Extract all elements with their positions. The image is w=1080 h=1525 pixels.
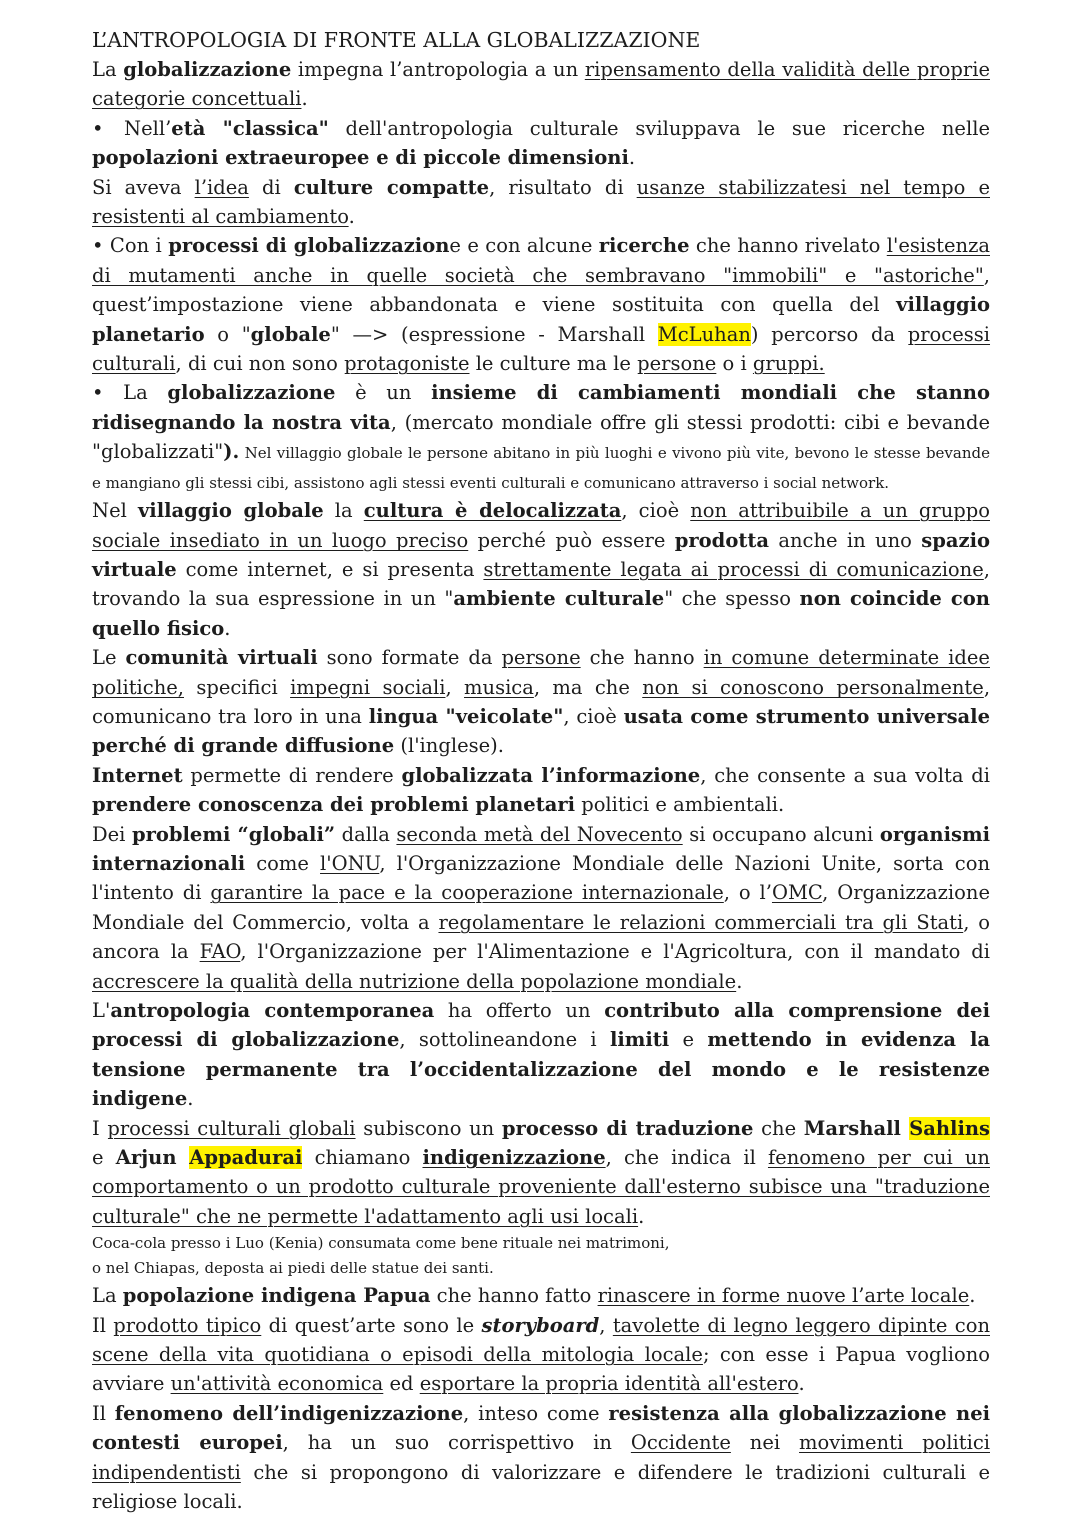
underlined-text: ripensamento della validità delle proprie categorie concettuali bbox=[92, 58, 990, 111]
text: . bbox=[187, 1087, 194, 1111]
underlined-text: OMC bbox=[771, 881, 823, 905]
text: come bbox=[245, 851, 321, 875]
text: come internet, e si presenta bbox=[176, 557, 484, 581]
underlined-text: l’idea bbox=[194, 175, 249, 199]
underlined-text: strettamente legata ai processi di comunicazione bbox=[483, 557, 984, 581]
bold-text: comunità virtuali bbox=[125, 646, 318, 670]
text: . bbox=[348, 205, 355, 229]
underlined-text: tavolette di legno leggero dipinte con scene della vita quotidiana o episodi della mitologia locale bbox=[92, 1313, 990, 1367]
text: nei bbox=[730, 1431, 800, 1455]
highlighted-text: Appadurai bbox=[189, 1146, 303, 1170]
paragraph-papua bbox=[92, 1281, 990, 1310]
text: Il bbox=[92, 1401, 115, 1425]
paragraph-coca-cola-example bbox=[92, 1231, 990, 1281]
bold-text: lingua "veicolate" bbox=[368, 704, 564, 728]
text: . bbox=[224, 616, 231, 640]
text: , sottolineandone i bbox=[399, 1028, 610, 1052]
bold-text: resistenza alla globalizzazione nei contesti europei bbox=[92, 1401, 991, 1455]
underlined-text: seconda metà del Novecento bbox=[396, 822, 683, 846]
paragraph-virtual-communities bbox=[92, 643, 990, 761]
underlined-text: movimenti politici indipendentisti bbox=[92, 1431, 990, 1484]
underlined-text: fenomeno per cui un comportamento o un prodotto culturale proveniente dall'esterno subisce una "traduzione culturale" che ne permette l'adattamento agli usi locali bbox=[92, 1146, 990, 1228]
text: che si propongono di valorizzare e difendere le tradizioni culturali e religiose locali. bbox=[92, 1460, 990, 1514]
text: , l'Organizzazione Mondiale delle Nazioni Unite, sorta con l'intento di bbox=[92, 851, 990, 905]
text: " —> (espressione - Marshall bbox=[330, 322, 658, 346]
text: La bbox=[92, 1284, 123, 1308]
bold-text: globalizzazione bbox=[123, 58, 292, 81]
text: le culture ma le bbox=[469, 352, 638, 376]
text: , trovando la sua espressione in un " bbox=[92, 557, 990, 611]
text: , quest’impostazione viene abbandonata e viene sostituita con quella del bbox=[92, 263, 990, 317]
text: e bbox=[92, 1146, 116, 1170]
underlined-text: processi culturali globali bbox=[107, 1116, 356, 1140]
text: Si aveva bbox=[92, 175, 195, 199]
underlined-text: l'esistenza di mutamenti anche in quelle società che sembravano "immobili" e "astoriche" bbox=[92, 234, 990, 287]
text: , risultato di bbox=[489, 175, 637, 199]
bold-text: culture compatte bbox=[293, 175, 490, 199]
bold-text: mettendo in evidenza la tensione permanente tra l’occidentalizzazione del mondo e le resistenze indigene bbox=[92, 1028, 990, 1111]
text: (l'inglese). bbox=[394, 734, 504, 758]
text: permette di rendere bbox=[182, 763, 402, 787]
text: Il bbox=[92, 1313, 114, 1337]
paragraph-globalization-definition bbox=[92, 378, 990, 496]
text: ed bbox=[383, 1372, 420, 1396]
bold-text: popolazioni extraeuropee e di piccole dimensioni bbox=[92, 146, 629, 170]
bold-text: usata come strumento universale perché di grande diffusione bbox=[92, 704, 990, 758]
text: è un bbox=[335, 381, 432, 405]
text: impegna l’antropologia a un bbox=[291, 58, 585, 81]
paragraph-internet bbox=[92, 761, 990, 820]
text: " che spesso bbox=[664, 587, 800, 611]
text: • Con i bbox=[92, 234, 169, 258]
text: , che consente a sua volta di bbox=[700, 763, 991, 787]
text: che hanno bbox=[580, 646, 704, 670]
text: I bbox=[92, 1116, 108, 1140]
text: perché può essere bbox=[468, 528, 675, 552]
paragraph-delocalized-culture bbox=[92, 496, 990, 643]
underlined-text: un'attività economica bbox=[170, 1372, 384, 1396]
bold-text: globalizzata l’informazione bbox=[401, 763, 701, 787]
bold-text: globalizzazione bbox=[167, 381, 336, 405]
underlined-text: esportare la propria identità all'estero bbox=[419, 1372, 799, 1396]
bold-text: limiti bbox=[609, 1028, 670, 1052]
underlined-text: usanze stabilizzatesi nel tempo e resistenti al cambiamento bbox=[92, 175, 990, 229]
text: subiscono un bbox=[355, 1116, 502, 1140]
bold-text: problemi “globali” bbox=[131, 822, 336, 846]
underlined-text: processi culturali bbox=[92, 322, 991, 376]
text: anche in uno bbox=[768, 528, 922, 552]
text: e bbox=[669, 1028, 708, 1052]
paragraph-classic-age bbox=[92, 114, 990, 173]
text: che hanno rivelato bbox=[689, 234, 887, 258]
underlined-text: rinascere in forme nuove l’arte locale bbox=[597, 1284, 970, 1308]
bold-text: prodotta bbox=[674, 528, 769, 552]
underlined-text: non attribuibile a un gruppo sociale insediato in un luogo preciso bbox=[92, 499, 990, 552]
bold-text: non coincide con quello fisico bbox=[92, 587, 990, 640]
bold-text: villaggio planetario bbox=[92, 293, 990, 346]
example-line: o nel Chiapas, deposta ai piedi delle statue dei santi. bbox=[92, 1259, 494, 1278]
text: , ma che bbox=[533, 675, 643, 699]
paragraph-intro bbox=[92, 55, 990, 114]
text: che bbox=[753, 1116, 804, 1140]
text: , cioè bbox=[621, 499, 691, 523]
underlined-text: impegni sociali bbox=[290, 675, 446, 699]
underlined-text: prodotto tipico bbox=[113, 1313, 262, 1337]
bold-underlined-text: indigenizzazione bbox=[422, 1146, 606, 1170]
text: o i bbox=[716, 352, 753, 376]
underlined-text: in comune determinate idee politiche, bbox=[92, 646, 990, 699]
bold-text: contributo alla comprensione dei processi di globalizzazione bbox=[92, 999, 990, 1052]
text: ha offerto un bbox=[434, 999, 605, 1022]
text: , inteso come bbox=[463, 1401, 609, 1425]
underlined-text: musica bbox=[464, 675, 534, 699]
bold-text: insieme di cambiamenti mondiali che stanno ridisegnando la nostra vita bbox=[92, 381, 990, 434]
text: dell'antropologia culturale sviluppava le sue ricerche nelle bbox=[328, 116, 990, 140]
text: politici e ambientali. bbox=[575, 793, 785, 817]
text: Nel bbox=[92, 499, 138, 523]
text: o " bbox=[204, 322, 251, 346]
bold-text: ). bbox=[223, 440, 240, 464]
text: . bbox=[736, 969, 743, 993]
text: e e con alcune bbox=[449, 234, 599, 258]
bold-text: età "classica" bbox=[171, 116, 329, 140]
paragraph-international-organizations bbox=[92, 820, 990, 996]
text: Nell’ bbox=[124, 116, 172, 140]
text: L' bbox=[92, 999, 111, 1022]
text: , bbox=[599, 1313, 613, 1337]
text: , comunicano tra loro in una bbox=[92, 675, 991, 728]
highlighted-text: McLuhan bbox=[657, 322, 751, 346]
bold-text: processo di traduzione bbox=[501, 1116, 754, 1140]
text: . bbox=[798, 1372, 805, 1396]
text: , di cui non sono bbox=[175, 352, 345, 376]
text: si occupano alcuni bbox=[682, 822, 880, 846]
text: Le bbox=[92, 646, 126, 670]
text: . bbox=[301, 87, 308, 111]
bold-text: prendere conoscenza dei problemi planetari bbox=[92, 793, 576, 817]
bold-text: fenomeno dell’indigenizzazione bbox=[114, 1401, 464, 1425]
underlined-text: non si conoscono personalmente bbox=[642, 675, 984, 699]
underlined-text: garantire la pace e la cooperazione internazionale bbox=[210, 881, 724, 905]
paragraph-global-village bbox=[92, 231, 990, 378]
bold-text: villaggio globale bbox=[137, 499, 324, 523]
bold-text: organismi internazionali bbox=[92, 822, 990, 875]
underlined-text: l'ONU bbox=[320, 851, 380, 875]
text: La bbox=[92, 58, 124, 81]
document-page bbox=[92, 26, 990, 1517]
text: , ha un suo corrispettivo in bbox=[282, 1431, 631, 1455]
paragraph-indigenization bbox=[92, 1114, 990, 1232]
text: chiamano bbox=[302, 1146, 423, 1170]
paragraph-storyboard bbox=[92, 1311, 990, 1399]
bold-text: Arjun bbox=[115, 1146, 190, 1170]
bold-text: ambiente culturale bbox=[453, 587, 665, 611]
text: , bbox=[445, 675, 465, 699]
bold-italic-text: storyboard bbox=[481, 1313, 600, 1337]
paragraph-contemporary-anthropology bbox=[92, 996, 990, 1114]
text: di bbox=[248, 175, 294, 199]
text: , l'Organizzazione per l'Alimentazione e l'Agricoltura, con il mandato di bbox=[240, 940, 991, 964]
bold-text: Internet bbox=[92, 763, 183, 787]
bold-text: popolazione indigena Papua bbox=[122, 1284, 431, 1308]
underlined-text: protagoniste bbox=[344, 352, 470, 376]
bold-text: antropologia contemporanea bbox=[110, 999, 435, 1022]
paragraph-compact-cultures bbox=[92, 173, 990, 232]
text: dalla bbox=[335, 822, 397, 846]
text: , o ancora la bbox=[92, 910, 990, 964]
text: , cioè bbox=[563, 704, 624, 728]
text: . bbox=[969, 1284, 976, 1308]
text: specifici bbox=[184, 675, 291, 699]
text: ) percorso da bbox=[750, 322, 908, 346]
text: la bbox=[323, 499, 364, 523]
small-note-text: Nel villaggio globale le persone abitano in più luoghi e vivono più vite, bevono le stesse bevande e mangiano gli stessi cibi, assistono agli stessi eventi culturali e comunicano attraverso i social network. bbox=[92, 444, 990, 492]
bold-text: ricerche bbox=[598, 234, 690, 258]
text: , Organizzazione Mondiale del Commercio, volta a bbox=[92, 881, 990, 934]
underlined-text: accrescere la qualità della nutrizione della popolazione mondiale bbox=[92, 969, 737, 993]
text: . bbox=[638, 1204, 645, 1228]
text: sono formate da bbox=[317, 646, 502, 670]
underlined-text: persone bbox=[637, 352, 717, 376]
text: • La bbox=[92, 381, 168, 405]
underlined-text: regolamentare le relazioni commerciali tra gli Stati bbox=[438, 910, 964, 934]
underlined-text: persone bbox=[501, 646, 581, 670]
bold-text: Marshall bbox=[803, 1116, 910, 1140]
bold-text: globale bbox=[250, 322, 331, 346]
underlined-text: Occidente bbox=[630, 1431, 731, 1455]
underlined-text: gruppi. bbox=[752, 352, 825, 376]
text: Dei bbox=[92, 822, 132, 846]
text: , o l’ bbox=[723, 881, 772, 905]
text: di quest’arte sono le bbox=[261, 1313, 482, 1337]
paragraph-resistance bbox=[92, 1399, 990, 1517]
underlined-text: FAO bbox=[199, 940, 241, 964]
bold-text: processi di globalizzazion bbox=[168, 234, 450, 258]
text: . bbox=[628, 146, 636, 170]
text: , che indica il bbox=[605, 1146, 768, 1170]
text: ; con esse i Papua vogliono avviare bbox=[92, 1343, 990, 1396]
bold-text: spazio virtuale bbox=[92, 528, 990, 581]
example-line: Coca-cola presso i Luo (Kenia) consumata come bene rituale nei matrimoni, bbox=[92, 1234, 670, 1253]
text: , (mercato mondiale offre gli stessi prodotti: cibi e bevande "globalizzati" bbox=[92, 410, 990, 464]
bullet-icon: • bbox=[92, 116, 104, 140]
highlighted-text: Sahlins bbox=[909, 1116, 991, 1140]
bold-underlined-text: cultura è delocalizzata bbox=[363, 499, 622, 523]
document-title: L’ANTROPOLOGIA DI FRONTE ALLA GLOBALIZZAZIONE bbox=[92, 28, 701, 52]
text: che hanno fatto bbox=[430, 1284, 598, 1308]
